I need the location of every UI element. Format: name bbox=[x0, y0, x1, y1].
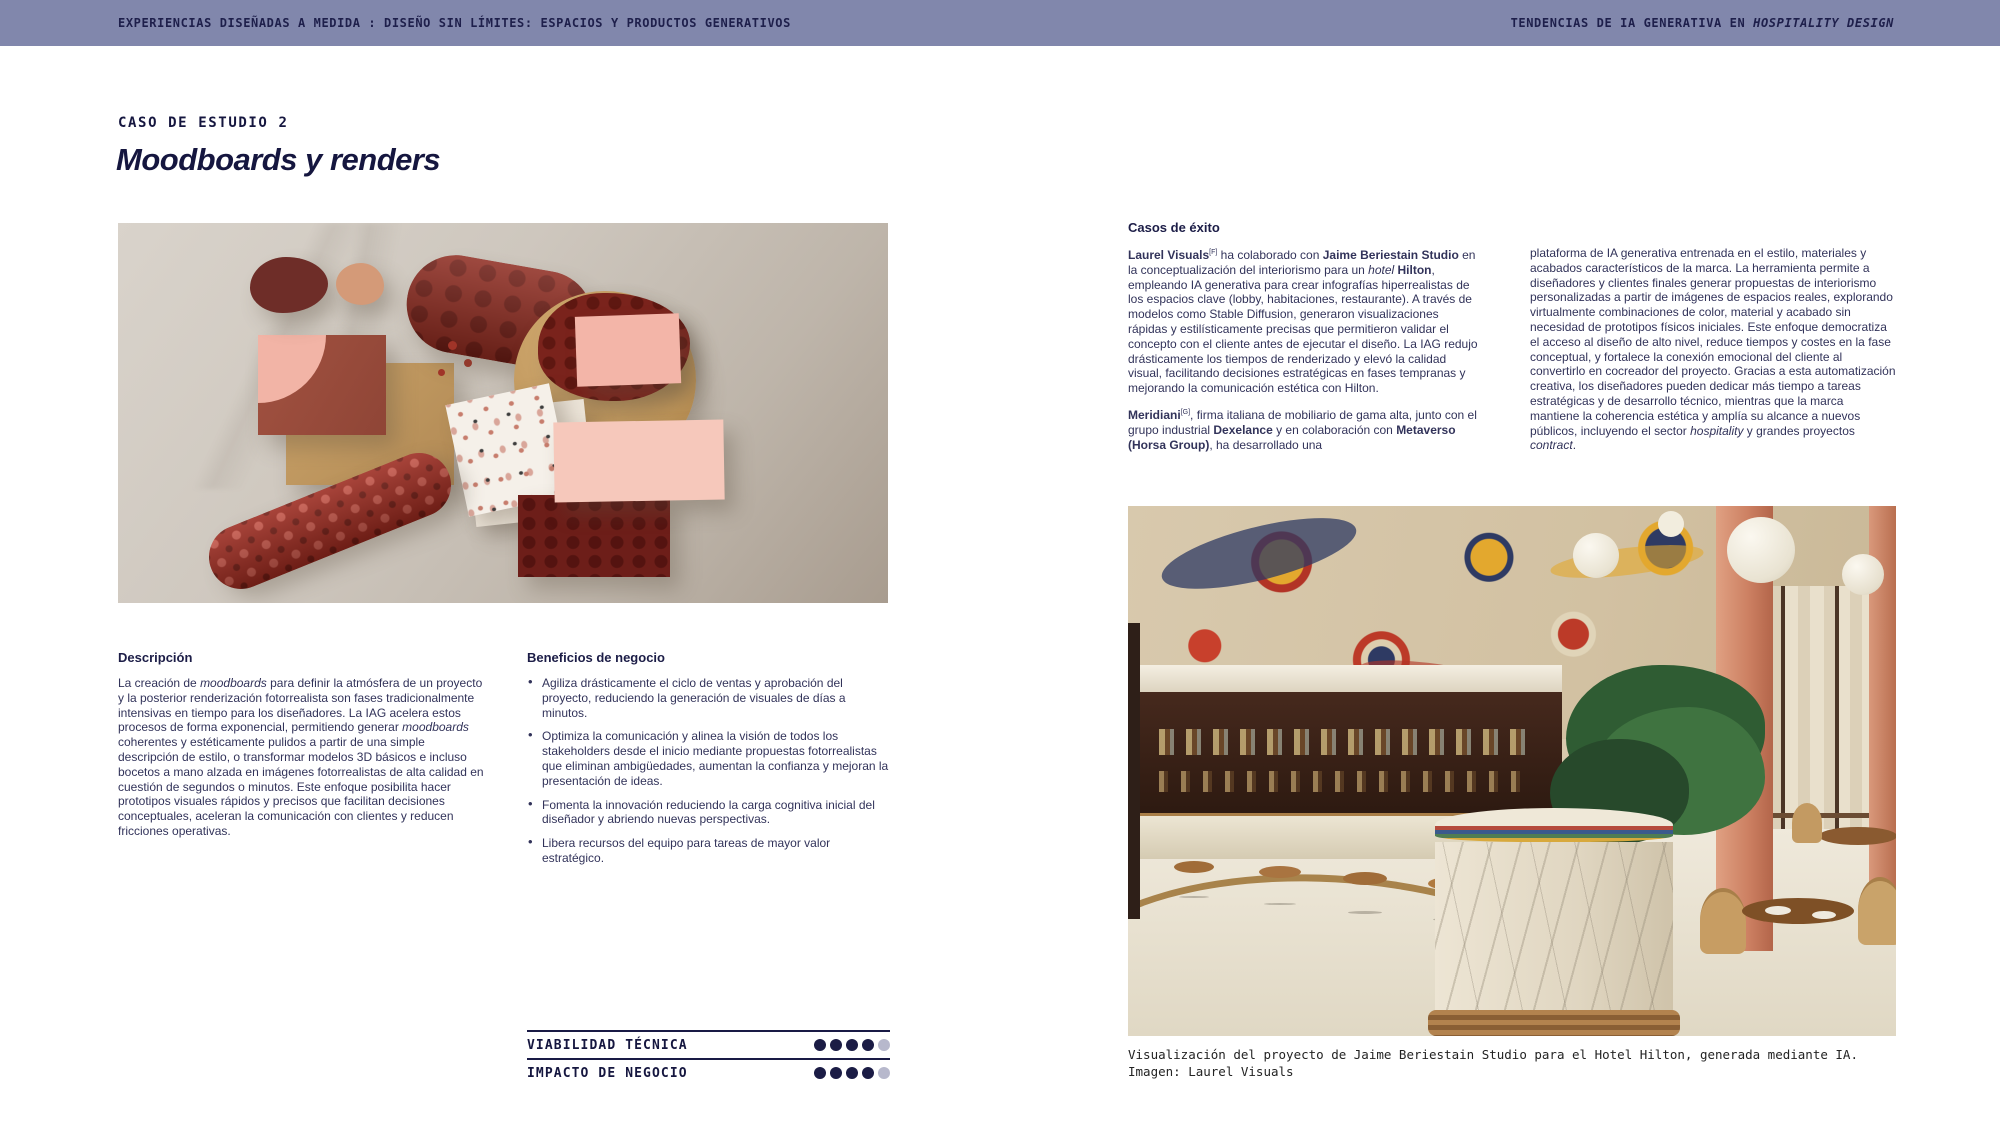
description-heading: Descripción bbox=[118, 650, 193, 665]
rating-dot-filled bbox=[862, 1067, 874, 1079]
page-title: Moodboards y renders bbox=[116, 142, 441, 177]
restaurant-render-photo bbox=[1128, 506, 1896, 1036]
render-dining-chair bbox=[1792, 803, 1822, 843]
rating-dot-filled bbox=[814, 1039, 826, 1051]
cases-paragraph-laurel: Laurel Visuals[F] ha colaborado con Jaime Beriestain Studio en la conceptualización del interiorismo para un hotel Hilton, empleando IA generativa para crear infografías hiperrealistas de los espacios clave (lobby, habitaciones, restaurante). A través de modelos como Stable Diffusion, generaron visualizaciones rápidas y estilísticamente precisas que permitieron validar el concepto con el cliente antes de ejecutar el diseño. La IAG redujo drásticamente los tiempos de renderizado y elevó la calidad visual, facilitando decisiones estratégicas en fases tempranas y mejorando la comunicación estética con Hilton. bbox=[1128, 248, 1478, 396]
benefit-item: • Fomenta la innovación reduciendo la carga cognitiva inicial del diseñador y abriendo nuevas perspectivas. bbox=[527, 798, 893, 828]
render-host-stand-base bbox=[1428, 1010, 1680, 1036]
render-dining-chair bbox=[1858, 877, 1896, 945]
header-right-title bbox=[1511, 16, 1894, 30]
caption-line-2: Imagen: Laurel Visuals bbox=[1128, 1064, 1294, 1079]
rating-dot-empty bbox=[878, 1067, 890, 1079]
rating-dots bbox=[810, 1039, 890, 1051]
case-study-kicker: CASO DE ESTUDIO 2 bbox=[118, 115, 289, 131]
description-text: La creación de moodboards para definir la atmósfera de un proyecto y la posterior renderización fotorrealista son fases tradicionalmente intensivas en tiempo para los diseñadores. La IAG acelera estos procesos de forma exponencial, permitiendo generar moodboards coherentes y estéticamente pulidos a partir de una simple descripción de estilo, o transformar modelos 3D básicos e incluso bocetos a mano alzada en imágenes fotorrealistas de alta calidad en cuestión de segundos o minutos. Este enfoque posibilita hacer prototipos visuales rápidos y precisos que facilitan decisiones conceptuales, aceleran la comunicación con clientes y reducen fricciones operativas. bbox=[118, 676, 484, 838]
render-bar-canopy bbox=[1140, 665, 1562, 692]
moodboard-dried-flower bbox=[438, 369, 445, 376]
render-window-mullion bbox=[1835, 586, 1839, 830]
render-window-mullion bbox=[1781, 586, 1785, 830]
rating-label: VIABILIDAD TÉCNICA bbox=[527, 1037, 688, 1053]
moodboard-pink-card-large bbox=[553, 420, 724, 503]
benefit-item: • Libera recursos del equipo para tareas de mayor valor estratégico. bbox=[527, 836, 893, 866]
cases-column-2 bbox=[1530, 246, 1896, 463]
moodboard-pink-card-small bbox=[575, 313, 681, 387]
caption-line-1: Visualización del proyecto de Jaime Beriestain Studio para el Hotel Hilton, generada mediante IA. bbox=[1128, 1047, 1858, 1062]
rating-label: IMPACTO DE NEGOCIO bbox=[527, 1065, 688, 1081]
render-dining-table bbox=[1819, 827, 1896, 845]
render-left-wall-edge bbox=[1128, 623, 1140, 920]
moodboard-dried-flower bbox=[464, 359, 472, 367]
render-paper-lantern bbox=[1573, 533, 1619, 578]
rating-dot-filled bbox=[830, 1067, 842, 1079]
moodboard-photo bbox=[118, 223, 888, 603]
page-header bbox=[0, 0, 2000, 46]
cases-heading: Casos de éxito bbox=[1128, 220, 1220, 235]
render-bottle-shelf bbox=[1159, 729, 1528, 756]
header-right-prefix: TENDENCIAS DE IA GENERATIVA EN bbox=[1510, 16, 1754, 30]
render-caption bbox=[1128, 1046, 1858, 1080]
render-back-bar bbox=[1140, 692, 1562, 819]
render-bar-stool bbox=[1343, 872, 1387, 885]
render-paper-lantern bbox=[1842, 554, 1884, 595]
moodboard-peach-pebble bbox=[336, 263, 384, 305]
cases-paragraph-meridiani: Meridiani[G], firma italiana de mobiliario de gama alta, junto con el grupo industrial Dexelance y en colaboración con Metaverso (Horsa Group), ha desarrollado una bbox=[1128, 407, 1477, 452]
rating-dot-filled bbox=[846, 1067, 858, 1079]
rating-row-business-impact bbox=[527, 1058, 890, 1086]
render-host-stand-stripes bbox=[1435, 826, 1673, 842]
rating-dot-filled bbox=[846, 1039, 858, 1051]
benefits-heading: Beneficios de negocio bbox=[527, 650, 665, 665]
rating-dot-empty bbox=[878, 1039, 890, 1051]
rating-dots bbox=[810, 1067, 890, 1079]
rating-dot-filled bbox=[814, 1067, 826, 1079]
render-paper-lantern bbox=[1727, 517, 1795, 583]
benefits-list bbox=[527, 676, 893, 875]
benefit-item: • Agiliza drásticamente el ciclo de ventas y aprobación del proyecto, reduciendo la generación de visuales de días a minutos. bbox=[527, 676, 893, 720]
ratings-block bbox=[527, 1030, 890, 1086]
benefit-item: • Optimiza la comunicación y alinea la visión de todos los stakeholders desde el inicio mediante propuestas fotorrealistas que eliminan ambigüedades, aumentan la confianza y mejoran la presentación de ideas. bbox=[527, 729, 893, 788]
rating-row-technical-viability bbox=[527, 1030, 890, 1058]
render-host-stand-body bbox=[1435, 842, 1673, 1010]
header-left-title: EXPERIENCIAS DISEÑADAS A MEDIDA : DISEÑO SIN LÍMITES: ESPACIOS Y PRODUCTOS GENERATIVOS bbox=[118, 16, 791, 30]
moodboard-red-rug-bottom bbox=[518, 495, 670, 577]
moodboard-dried-flower bbox=[448, 341, 457, 350]
cases-paragraph-platform: plataforma de IA generativa entrenada en el estilo, materiales y acabados característicos de la marca. La herramienta permite a diseñadores y clientes finales generar propuestas de interiorismo personalizadas a partir de imágenes de espacios reales, explorando virtualmente combinaciones de color, material y acabado sin necesidad de prototipos físicos iniciales. Este enfoque democratiza el acceso al diseño de alto nivel, reduce tiempos y costes en la fase conceptual, y fortalece la conexión emocional del cliente al convertirlo en cocreador del proyecto. Gracias a esta automatización creativa, los diseñadores pueden dedicar más tiempo a tareas estratégicas y de desarrollo técnico, mientras que la marca mantiene la coherencia estética y amplía su alcance a nuevos públicos, incluyendo el sector hospitality y grandes proyectos contract. bbox=[1530, 246, 1896, 453]
render-host-stand bbox=[1435, 808, 1673, 1036]
rating-dot-filled bbox=[830, 1039, 842, 1051]
render-dining-chair bbox=[1700, 888, 1746, 954]
header-right-italic: HOSPITALITY DESIGN bbox=[1753, 16, 1894, 30]
render-bottle-shelf bbox=[1159, 771, 1528, 792]
cases-column-1 bbox=[1128, 246, 1480, 462]
rating-dot-filled bbox=[862, 1039, 874, 1051]
